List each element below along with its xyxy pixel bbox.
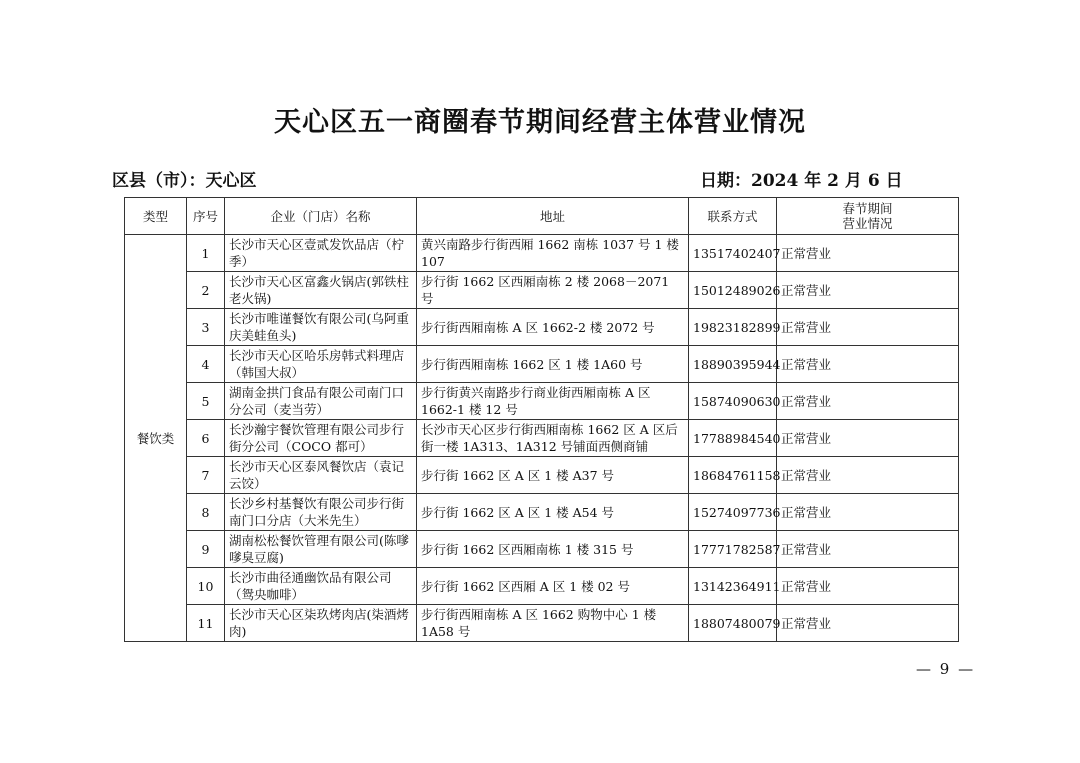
business-name: 长沙市天心区富鑫火锅店(郭铁柱老火锅)	[225, 272, 417, 309]
contact-phone: 15874090630	[689, 383, 777, 420]
contact-phone: 18807480079	[689, 605, 777, 642]
row-number: 6	[187, 420, 225, 457]
business-status: 正常营业	[777, 309, 959, 346]
business-status: 正常营业	[777, 605, 959, 642]
business-status: 正常营业	[777, 420, 959, 457]
contact-phone: 15274097736	[689, 494, 777, 531]
business-name: 湖南松松餐饮管理有限公司(陈嗲嗲臭豆腐)	[225, 531, 417, 568]
table-row	[125, 346, 959, 383]
business-address: 步行街黄兴南路步行商业街西厢南栋 A 区 1662-1 楼 12 号	[417, 383, 689, 420]
row-number: 2	[187, 272, 225, 309]
table-row	[125, 568, 959, 605]
row-number: 11	[187, 605, 225, 642]
business-address: 步行街 1662 区西厢南栋 1 楼 315 号	[417, 531, 689, 568]
row-number: 9	[187, 531, 225, 568]
page-number: — 9 —	[916, 660, 976, 678]
table-row	[125, 494, 959, 531]
date-label: 日期：2024 年 2 月 6 日	[700, 171, 903, 191]
contact-phone: 13142364911	[689, 568, 777, 605]
business-status: 正常营业	[777, 568, 959, 605]
business-address: 步行街西厢南栋 A 区 1662-2 楼 2072 号	[417, 309, 689, 346]
business-address: 黄兴南路步行街西厢 1662 南栋 1037 号 1 楼 107	[417, 235, 689, 272]
table-row	[125, 383, 959, 420]
table-row	[125, 531, 959, 568]
business-name: 长沙市天心区泰风餐饮店（袁记云饺）	[225, 457, 417, 494]
table-header-row	[125, 198, 959, 235]
table-row	[125, 309, 959, 346]
header-type: 类型	[125, 198, 187, 235]
header-no: 序号	[187, 198, 225, 235]
business-status: 正常营业	[777, 383, 959, 420]
category-cell: 餐饮类	[125, 235, 187, 642]
business-status: 正常营业	[777, 494, 959, 531]
business-name: 长沙市曲径通幽饮品有限公司（鸳央咖啡）	[225, 568, 417, 605]
header-address: 地址	[417, 198, 689, 235]
header-name: 企业（门店）名称	[225, 198, 417, 235]
business-name: 长沙市唯谨餐饮有限公司(乌阿重庆美蛙鱼头)	[225, 309, 417, 346]
row-number: 7	[187, 457, 225, 494]
table-row	[125, 272, 959, 309]
business-status: 正常营业	[777, 272, 959, 309]
contact-phone: 17788984540	[689, 420, 777, 457]
business-status: 正常营业	[777, 346, 959, 383]
business-address: 步行街 1662 区 A 区 1 楼 A54 号	[417, 494, 689, 531]
business-status: 正常营业	[777, 457, 959, 494]
row-number: 4	[187, 346, 225, 383]
business-address: 步行街 1662 区西厢南栋 2 楼 2068－2071 号	[417, 272, 689, 309]
business-name: 长沙乡村基餐饮有限公司步行街南门口分店（大米先生）	[225, 494, 417, 531]
business-name: 长沙市天心区哈乐房韩式料理店（韩国大叔）	[225, 346, 417, 383]
row-number: 5	[187, 383, 225, 420]
business-address: 步行街 1662 区西厢 A 区 1 楼 02 号	[417, 568, 689, 605]
business-status: 正常营业	[777, 235, 959, 272]
business-address: 步行街 1662 区 A 区 1 楼 A37 号	[417, 457, 689, 494]
table-row	[125, 420, 959, 457]
contact-phone: 17771782587	[689, 531, 777, 568]
table-row	[125, 605, 959, 642]
district-label: 区县（市）：天心区	[112, 171, 257, 191]
business-address: 长沙市天心区步行街西厢南栋 1662 区 A 区后街一楼 1A313、1A312 号铺面西侧商铺	[417, 420, 689, 457]
contact-phone: 15012489026	[689, 272, 777, 309]
business-address: 步行街西厢南栋 A 区 1662 购物中心 1 楼 1A58 号	[417, 605, 689, 642]
table-row	[125, 235, 959, 272]
document-title: 天心区五一商圈春节期间经营主体营业情况	[274, 107, 806, 138]
business-name: 湖南金拱门食品有限公司南门口分公司（麦当劳）	[225, 383, 417, 420]
business-name: 长沙市天心区壹贰发饮品店（柠季）	[225, 235, 417, 272]
business-name: 长沙市天心区柒玖烤肉店(柒酒烤肉)	[225, 605, 417, 642]
contact-phone: 13517402407	[689, 235, 777, 272]
header-status: 春节期间 营业情况	[777, 198, 959, 235]
contact-phone: 19823182899	[689, 309, 777, 346]
contact-phone: 18684761158	[689, 457, 777, 494]
header-contact: 联系方式	[689, 198, 777, 235]
business-table	[124, 197, 959, 642]
row-number: 8	[187, 494, 225, 531]
row-number: 3	[187, 309, 225, 346]
table-row	[125, 457, 959, 494]
business-status: 正常营业	[777, 531, 959, 568]
business-name: 长沙瀚宇餐饮管理有限公司步行街分公司（COCO 都可）	[225, 420, 417, 457]
contact-phone: 18890395944	[689, 346, 777, 383]
row-number: 10	[187, 568, 225, 605]
business-address: 步行街西厢南栋 1662 区 1 楼 1A60 号	[417, 346, 689, 383]
row-number: 1	[187, 235, 225, 272]
